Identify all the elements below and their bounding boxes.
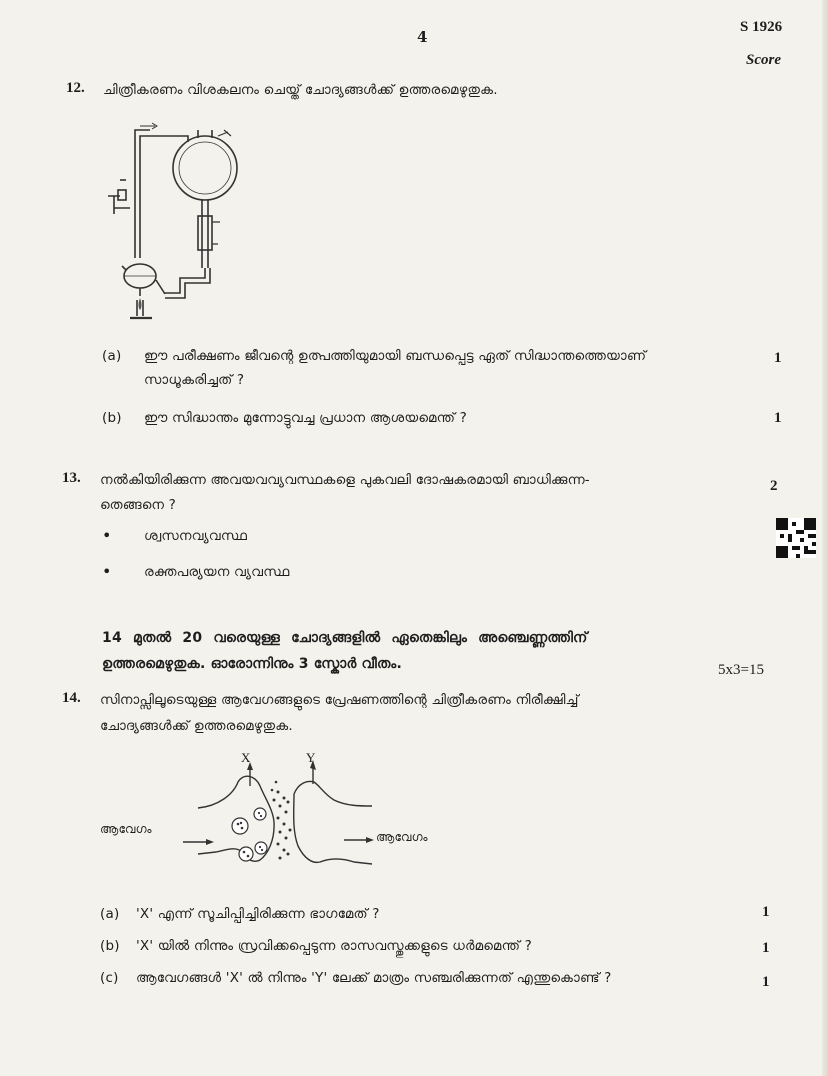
synapse-label-x: X [241,750,251,765]
score-label: Score [746,52,781,68]
q12a-text-line2: സാധൂകരിച്ചത് ? [144,372,245,388]
q14-text-line2: ചോദ്യങ്ങൾക്ക് ഉത്തരമെഴുതുക. [100,718,293,734]
section-instruction-line1: 14 മുതൽ 20 വരെയുള്ള ചോദ്യങ്ങളിൽ ഏതെങ്കിലും അഞ്ചെണ്ണത്തിന് [102,630,588,646]
q12a-score: 1 [774,350,782,366]
synapse-label-y: Y [306,750,316,765]
q14a-text: 'X' എന്ന് സൂചിപ്പിച്ചിരിക്കുന്ന ഭാഗമേത് ? [136,906,380,922]
q14-number: 14. [62,690,81,706]
paper-code: S 1926 [740,19,783,35]
q14a-score: 1 [762,904,770,920]
q12a-text-line1: ഈ പരീക്ഷണം ജീവന്റെ ഉത്പത്തിയുമായി ബന്ധപ്പെട്ട ഏത് സിദ്ധാന്തത്തെയാണ് [144,348,647,364]
q14c-score: 1 [762,974,770,990]
page-number: 4 [417,28,428,46]
q14a-label: (a) [100,906,120,922]
q14c-text: ആവേഗങ്ങൾ 'X' ൽ നിന്നും 'Y' ലേക്ക് മാത്രം സഞ്ചരിക്കുന്നത് എന്തുകൊണ്ട് ? [136,970,612,986]
q12-number: 12. [66,80,85,96]
q14c-label: (c) [100,970,119,986]
q12b-label: (b) [102,410,122,426]
impulse-label-right: ആവേഗം [376,830,428,844]
q12b-score: 1 [774,410,782,426]
q12-text: ചിത്രീകരണം വിശകലനം ചെയ്ത് ചോദ്യങ്ങൾക്ക് ഉത്തരമെഴുതുക. [103,82,498,98]
q14b-score: 1 [762,940,770,956]
section-marks: 5x3=15 [718,662,764,678]
synapse-diagram [98,750,458,885]
q13-bullet2: രക്തപര്യയന വ്യവസ്ഥ [144,564,290,580]
q13-text-line2: തെങ്ങനെ ? [100,497,176,513]
impulse-label-left: ആവേഗം [100,822,152,836]
q13-number: 13. [62,470,81,486]
q13-text-line1: നൽകിയിരിക്കുന്ന അവയവവ്യവസ്ഥകളെ പുകവലി ദോഷകരമായി ബാധിക്കുന്ന- [100,472,590,488]
q12a-label: (a) [102,348,122,364]
q13-score: 2 [770,478,778,494]
section-instruction-line2: ഉത്തരമെഴുതുക. ഓരോന്നിനും 3 സ്കോർ വീതം. [102,656,402,672]
q13-bullet1: ശ്വസനവ്യവസ്ഥ [144,528,248,544]
q14b-text: 'X' യിൽ നിന്നും സ്രവിക്കപ്പെടുന്ന രാസവസ്തുക്കളുടെ ധർമമെന്ത് ? [136,938,532,954]
q12b-text: ഈ സിദ്ധാന്തം മുന്നോട്ടുവച്ച പ്രധാന ആശയമെന്ത് ? [144,410,467,426]
miller-urey-apparatus-diagram [100,118,250,328]
qr-code-icon [776,518,816,558]
page-edge [822,0,828,1076]
q14b-label: (b) [100,938,120,954]
bullet-icon: • [102,526,112,545]
q14-text-line1: സിനാപ്സിലൂടെയുള്ള ആവേഗങ്ങളുടെ പ്രേഷണത്തിന്റെ ചിത്രീകരണം നിരീക്ഷിച്ച് [100,692,579,708]
bullet-icon: • [102,562,112,581]
